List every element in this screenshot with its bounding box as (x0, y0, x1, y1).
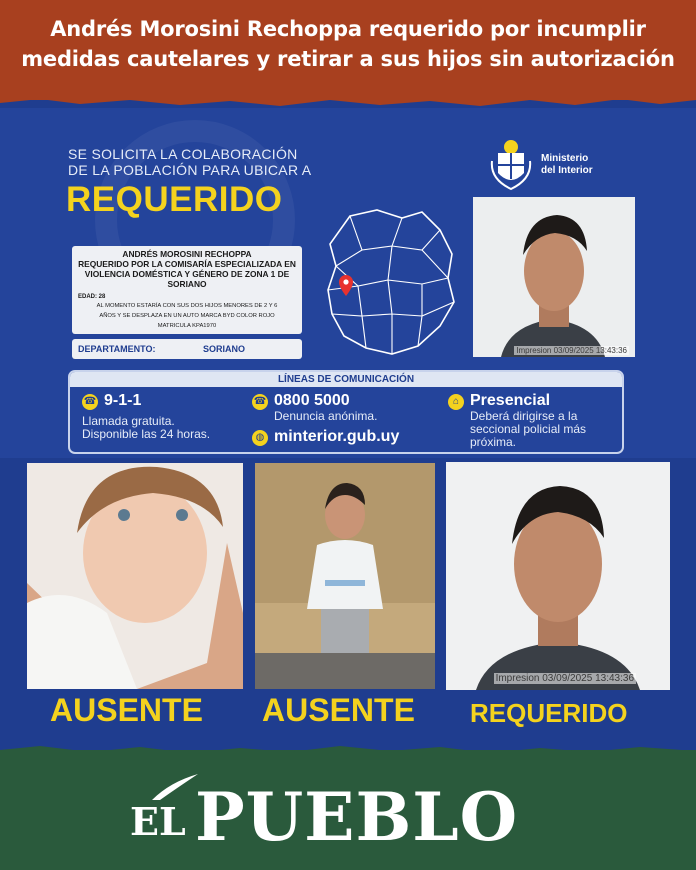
poster-title: REQUERIDO (66, 180, 283, 219)
info-name-line-4: SORIANO (167, 279, 207, 289)
phone-icon: ☎ (252, 394, 268, 410)
info-note-line-3: MATRICULA KPA1970 (157, 323, 217, 329)
inperson-title: Presencial (470, 392, 551, 409)
globe-icon: ◍ (252, 430, 268, 446)
child-photo-boy (255, 463, 435, 689)
adult-status: REQUERIDO (470, 698, 628, 728)
inperson-desc-2: seccional policial más (470, 422, 587, 436)
emergency-desc-1: Llamada gratuita. (82, 414, 175, 428)
website-link[interactable]: minterior.gub.uy (274, 428, 400, 445)
ministry-line-1: Ministerio (541, 153, 589, 164)
info-card (72, 246, 302, 334)
communication-lines (68, 370, 624, 454)
child-photo-girl (27, 463, 243, 689)
portrait-icon (446, 462, 670, 690)
info-name-line-2: REQUERIDO POR LA COMISARÍA ESPECIALIZADA EN (78, 259, 296, 269)
photo-stamp: Impresion 03/09/2025 13:43:36 (516, 346, 627, 355)
logo-el: EL (130, 799, 186, 844)
emergency-number: 9-1-1 (104, 392, 142, 409)
torn-edge-footer (0, 742, 696, 758)
poster-intro (68, 146, 311, 178)
intro-line-2: DE LA POBLACIÓN PARA UBICAR A (68, 162, 312, 178)
swoosh-icon (150, 772, 200, 802)
inperson-desc-3: próxima. (470, 435, 517, 449)
logo-pueblo: PUEBLO (195, 778, 519, 856)
hotline-number: 0800 5000 (274, 392, 350, 409)
info-note-line-1: AL MOMENTO ESTARÍA CON SUS DOS HIJOS MENORES DE 2 Y 6 (96, 303, 278, 309)
department-card (72, 339, 302, 359)
suspect-photo-small (473, 197, 635, 357)
ministry-name (541, 153, 593, 177)
child-2-status: AUSENTE (262, 692, 415, 728)
info-name-line-1: ANDRÉS MOROSINI RECHOPPA (122, 249, 252, 259)
portrait-icon (255, 463, 435, 689)
hotline-desc: Denuncia anónima. (274, 409, 378, 423)
portrait-icon (473, 197, 635, 357)
inperson-desc-1: Deberá dirigirse a la (470, 409, 578, 423)
department-value: SORIANO (203, 344, 246, 354)
police-station-icon: ⌂ (448, 394, 464, 410)
info-age: EDAD: 28 (78, 294, 106, 300)
suspect-photo-large (446, 462, 670, 690)
ministry-line-2: del Interior (541, 165, 593, 176)
intro-line-1: SE SOLICITA LA COLABORACIÓN (68, 146, 298, 162)
child-1-status: AUSENTE (50, 692, 203, 728)
department-label: DEPARTAMENTO: (78, 344, 156, 354)
portrait-icon (27, 463, 243, 689)
emergency-desc-2: Disponible las 24 horas. (82, 427, 211, 441)
phone-icon: ☎ (82, 394, 98, 410)
headline-line-2: medidas cautelares y retirar a sus hijos sin autorización (21, 47, 675, 71)
info-name-line-3: VIOLENCIA DOMÉSTICA Y GÉNERO DE ZONA 1 DE (84, 269, 290, 279)
info-note-line-2: AÑOS Y SE DESPLAZA EN UN AUTO MARCA BYD COLOR ROJO (99, 313, 275, 319)
photo-stamp-large: Impresion 03/09/2025 13:43:36 (495, 673, 634, 684)
headline-line-1: Andrés Morosini Rechoppa requerido por incumplir (50, 17, 646, 41)
uruguay-map-icon (322, 206, 458, 358)
lines-header: LÍNEAS DE COMUNICACIÓN (70, 372, 622, 387)
headline-banner (0, 0, 696, 100)
